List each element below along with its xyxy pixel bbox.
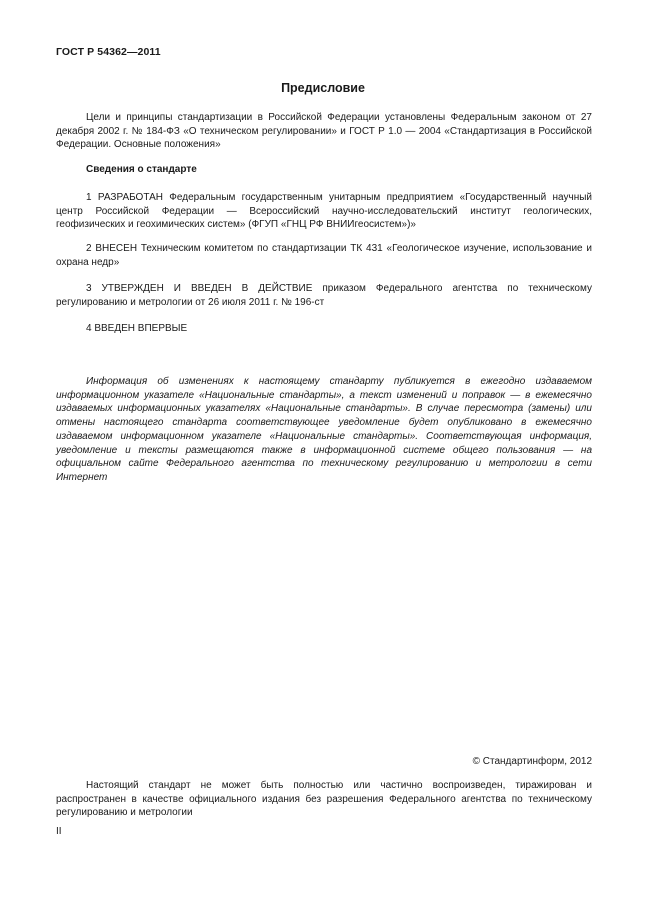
item-first-introduced: 4 ВВЕДЕН ВПЕРВЫЕ xyxy=(86,323,188,334)
reproduction-notice: Настоящий стандарт не может быть полностью или частично воспроизведен, тиражирован и распространен в качестве официального издания без разрешения Федерального агентства по техническому регулированию и метрологии xyxy=(56,780,592,819)
changes-notice: Информация об изменениях к настоящему стандарту публикуется в ежегодно издаваемом информационном указателе «Национальные стандарты», а текст изменений и поправок — в ежемесячно издаваемых информационных указателях «Национальные стандарты». В случае пересмотра (замены) или отмены настоящего стандарта соответствующее уведомление будет опубликовано в ежемесячно издаваемом информационном указателе «Национальные стандарты». Соответствующая информация, уведомление и тексты размещаются также в информационной системе общего пользования — на официальном сайте Федерального агентства по техническому регулированию и метрологии в сети Интернет xyxy=(56,376,592,483)
copyright: © Стандартинформ, 2012 xyxy=(472,756,592,767)
page-number: II xyxy=(56,826,62,837)
item-approved: 3 УТВЕРЖДЕН И ВВЕДЕН В ДЕЙСТВИЕ приказом Федерального агентства по техническому регулированию и метрологии от 26 июля 2011 г. № 196-ст xyxy=(56,283,592,308)
item-developed: 1 РАЗРАБОТАН Федеральным государственным унитарным предприятием «Государственный научный центр Российской Федерации — Всероссийский научно-исследовательский институт геологических, геофизических и геохимических систем» (ФГУП «ГНЦ РФ ВНИИгеосистем»)» xyxy=(56,192,592,231)
preface-intro: Цели и принципы стандартизации в Российской Федерации установлены Федеральным законом от 27 декабря 2002 г. № 184-ФЗ «О техническом регулировании» и ГОСТ Р 1.0 — 2004 «Стандартизация в Российской Федерации. Основные положения» xyxy=(56,112,592,151)
preface-title: Предисловие xyxy=(281,81,365,95)
info-heading: Сведения о стандарте xyxy=(86,164,197,175)
item-submitted: 2 ВНЕСЕН Техническим комитетом по стандартизации ТК 431 «Геологическое изучение, использование и охрана недр» xyxy=(56,243,592,268)
standard-code: ГОСТ Р 54362—2011 xyxy=(56,46,161,58)
